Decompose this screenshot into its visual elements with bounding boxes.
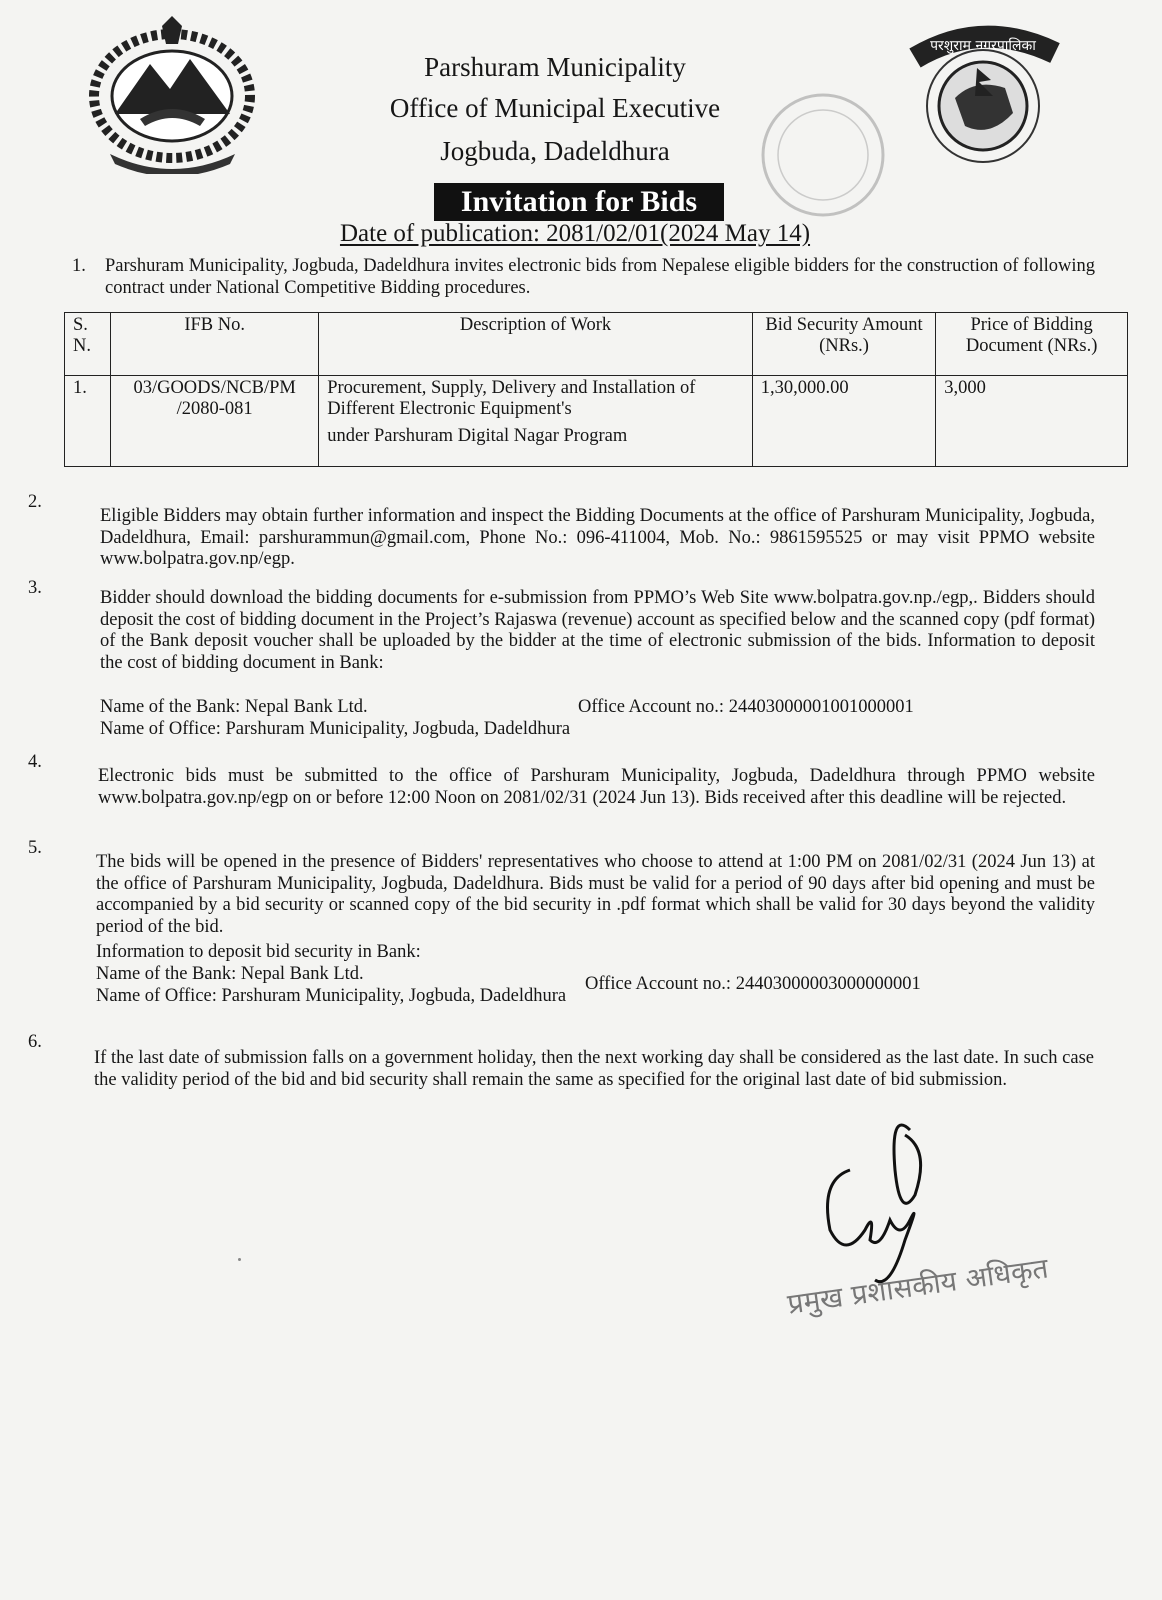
para-4-text: Electronic bids must be submitted to the office of Parshuram Municipality, Jogbuda, Dadeldhura through PPMO website www.bolpatra.gov.np/egp on or before 12:00 Noon on 2081/02/31 (2024 Jun 13). Bids received after this deadline will be rejected. <box>98 766 1095 808</box>
parshuram-municipality-logo-icon <box>895 18 1070 168</box>
cell-description-line2: under Parshuram Digital Nagar Program <box>327 426 628 446</box>
cell-description-line1: Procurement, Supply, Delivery and Installation of Different Electronic Equipment's <box>327 378 696 419</box>
cell-description <box>319 376 753 467</box>
para-2-text: Eligible Bidders may obtain further information and inspect the Bidding Documents at the office of Parshuram Municipality, Jogbuda, Dadeldhura, Email: parshurammun@gmail.com, Phone No.: 096-411004, Mob. No.: 9861595525 or may visit PPMO website www.bolpatra.gov.np/egp. <box>100 506 1095 569</box>
para-5-number: 5. <box>28 838 42 858</box>
publication-date: Date of publication: 2081/02/01(2024 May 14) <box>339 220 811 247</box>
table-row <box>65 376 1128 467</box>
cell-ifb-no: 03/GOODS/NCB/PM /2080-081 <box>111 376 319 467</box>
organization-name: Parshuram Municipality <box>424 52 686 82</box>
para-1-text: Parshuram Municipality, Jogbuda, Dadeldhura invites electronic bids from Nepalese eligible bidders for the construction of following contract under National Competitive Bidding procedures. <box>105 256 1095 298</box>
header-bid-security: Bid Security Amount (NRs.) <box>752 313 935 376</box>
nepal-government-emblem-icon <box>70 14 275 174</box>
scan-speck <box>238 1258 241 1261</box>
para-3-bank-name: Name of the Bank: Nepal Bank Ltd. <box>100 697 368 717</box>
notice-title: Invitation for Bids <box>434 183 724 221</box>
header-document-price: Price of Bidding Document (NRs.) <box>936 313 1128 376</box>
para-5-bank-name: Name of the Bank: Nepal Bank Ltd. <box>96 964 364 984</box>
header-ifb-no: IFB No. <box>111 313 319 376</box>
para-4-number: 4. <box>28 752 42 772</box>
para-2-number: 2. <box>28 492 42 512</box>
header-description: Description of Work <box>319 313 753 376</box>
office-location: Jogbuda, Dadeldhura <box>440 136 670 166</box>
cell-sn: 1. <box>65 376 111 467</box>
bids-table <box>64 312 1128 467</box>
logo-banner-text: परशुराम नगरपालिका <box>930 38 1036 54</box>
para-3-text: Bidder should download the bidding documents for e-submission from PPMO’s Web Site www.bolpatra.gov.np./egp,. Bidders should deposit the cost of bidding document in the Project’s Rajaswa (revenue) account as specified below and the scanned copy (pdf format) of the Bank deposit voucher shall be uploaded by the bidder at the time of electronic submission of the bids. Information to deposit the cost of bidding document in Bank: <box>100 588 1095 673</box>
para-6-text: If the last date of submission falls on a government holiday, then the next working day shall be considered as the last date. In such case the validity period of the bid and bid security shall remain the same as specified for the original last date of bid submission. <box>94 1048 1094 1090</box>
para-5-office-name: Name of Office: Parshuram Municipality, Jogbuda, Dadeldhura <box>96 986 567 1006</box>
para-5-account-no: Office Account no.: 24403000003000000001 <box>585 974 921 994</box>
para-6-number: 6. <box>28 1032 42 1052</box>
para-3-office-name: Name of Office: Parshuram Municipality, Jogbuda, Dadeldhura <box>100 719 571 739</box>
para-5-deposit-info: Information to deposit bid security in Bank: <box>96 942 421 962</box>
header-sn: S. N. <box>65 313 111 376</box>
signatory-designation: प्रमुख प्रशासकीय अधिकृत <box>785 1251 1051 1321</box>
cell-document-price: 3,000 <box>936 376 1128 467</box>
table-header-row <box>65 313 1128 376</box>
cell-bid-security: 1,30,000.00 <box>752 376 935 467</box>
office-name: Office of Municipal Executive <box>389 93 721 123</box>
para-5-text: The bids will be opened in the presence of Bidders' representatives who choose to attend at 1:00 PM on 2081/02/31 (2024 Jun 13) at the office of Parshuram Municipality, Jogbuda, Dadeldhura. Bids must be valid for a period of 90 days after bid opening and must be accompanied by a bid security or scanned copy of the bid security in .pdf format which shall be valid for 30 days beyond the validity period of the bid. <box>96 852 1095 937</box>
para-1-number: 1. <box>72 256 86 276</box>
para-3-account-no: Office Account no.: 24403000001001000001 <box>578 697 914 717</box>
para-3-number: 3. <box>28 578 42 598</box>
